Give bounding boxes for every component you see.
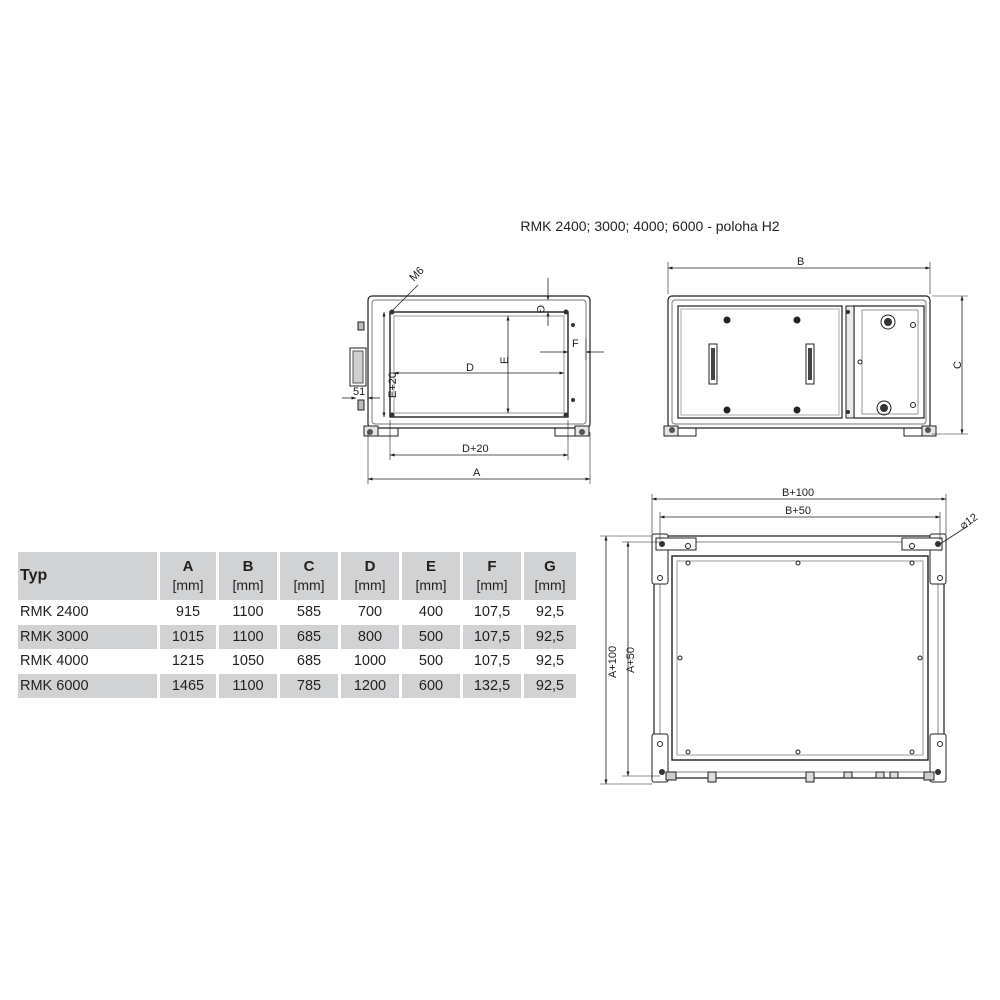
cell-g: 92,5 bbox=[523, 649, 578, 674]
cell-c: 785 bbox=[279, 674, 340, 699]
header-e: E [mm] bbox=[401, 552, 462, 600]
cell-g: 92,5 bbox=[523, 674, 578, 699]
header-d: D [mm] bbox=[340, 552, 401, 600]
label-a100: A+100 bbox=[607, 645, 619, 678]
label-phi12: ⌀12 bbox=[957, 511, 981, 532]
cell-b: 1100 bbox=[218, 625, 279, 650]
cell-f: 107,5 bbox=[462, 649, 523, 674]
label-a: A bbox=[473, 467, 481, 479]
cell-e: 500 bbox=[401, 649, 462, 674]
header-f: F [mm] bbox=[462, 552, 523, 600]
cell-f: 132,5 bbox=[462, 674, 523, 699]
cell-a: 1215 bbox=[159, 649, 218, 674]
row-typ: RMK 3000 bbox=[18, 625, 159, 650]
label-b50: B+50 bbox=[785, 505, 811, 517]
side-main-panel bbox=[678, 306, 842, 418]
cell-d: 1000 bbox=[340, 649, 401, 674]
cell-e: 400 bbox=[401, 600, 462, 625]
header-a: A [mm] bbox=[159, 552, 218, 600]
header-c: C [mm] bbox=[279, 552, 340, 600]
table-row bbox=[18, 674, 578, 699]
label-e: E bbox=[499, 356, 511, 364]
header-b: B [mm] bbox=[218, 552, 279, 600]
cell-c: 585 bbox=[279, 600, 340, 625]
cell-d: 1200 bbox=[340, 674, 401, 699]
label-g: G bbox=[534, 305, 546, 314]
table-row bbox=[18, 649, 578, 674]
side-view-labels bbox=[797, 256, 964, 369]
cell-b: 1100 bbox=[218, 600, 279, 625]
top-panel bbox=[672, 556, 928, 760]
label-51: 51 bbox=[353, 386, 366, 398]
header-g: G [mm] bbox=[523, 552, 578, 600]
cell-a: 915 bbox=[159, 600, 218, 625]
cell-f: 107,5 bbox=[462, 625, 523, 650]
label-e20: E+20 bbox=[387, 372, 399, 398]
table-row bbox=[18, 600, 578, 625]
row-typ: RMK 4000 bbox=[18, 649, 159, 674]
label-m6: M6 bbox=[407, 264, 427, 285]
dimension-table bbox=[18, 552, 579, 698]
top-frame bbox=[654, 536, 944, 778]
cell-b: 1100 bbox=[218, 674, 279, 699]
drawing-title: RMK 2400; 3000; 4000; 6000 - poloha H2 bbox=[520, 218, 780, 234]
cell-c: 685 bbox=[279, 625, 340, 650]
cell-c: 685 bbox=[279, 649, 340, 674]
cell-d: 700 bbox=[340, 600, 401, 625]
label-f: F bbox=[572, 338, 579, 350]
label-c: C bbox=[952, 361, 964, 369]
cell-d: 800 bbox=[340, 625, 401, 650]
cell-f: 107,5 bbox=[462, 600, 523, 625]
cell-e: 600 bbox=[401, 674, 462, 699]
cell-a: 1465 bbox=[159, 674, 218, 699]
cell-g: 92,5 bbox=[523, 600, 578, 625]
cell-g: 92,5 bbox=[523, 625, 578, 650]
cell-b: 1050 bbox=[218, 649, 279, 674]
label-a50: A+50 bbox=[625, 647, 637, 673]
row-typ: RMK 6000 bbox=[18, 674, 159, 699]
cell-e: 500 bbox=[401, 625, 462, 650]
cell-a: 1015 bbox=[159, 625, 218, 650]
label-d: D bbox=[466, 362, 474, 374]
top-view bbox=[600, 494, 968, 784]
front-opening bbox=[390, 312, 568, 417]
table-row bbox=[18, 625, 578, 650]
header-typ: Typ bbox=[18, 552, 159, 600]
row-typ: RMK 2400 bbox=[18, 600, 159, 625]
label-b: B bbox=[797, 256, 805, 268]
front-view-labels bbox=[353, 265, 579, 479]
side-view bbox=[664, 262, 968, 436]
label-b100: B+100 bbox=[782, 487, 815, 499]
label-d20: D+20 bbox=[462, 443, 489, 455]
table-header-row bbox=[18, 552, 578, 600]
